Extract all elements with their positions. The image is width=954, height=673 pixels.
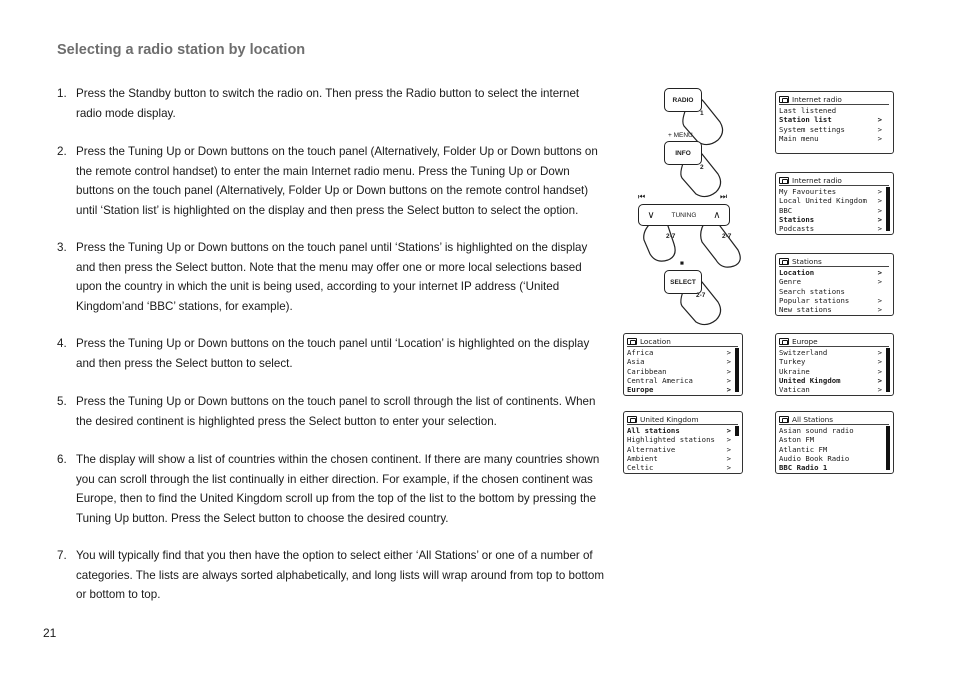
lcd-location	[623, 333, 743, 396]
radio-icon	[779, 177, 789, 184]
tuning-panel	[638, 204, 730, 226]
step-text: Press the Tuning Up or Down buttons on the touch panel until ‘Location’ is highlighted on the display and then press the Select button to select.	[76, 337, 590, 370]
lcd-stations	[775, 253, 894, 316]
chevron-right-icon	[874, 106, 882, 115]
row-label: Asia	[627, 357, 645, 367]
row-label: Vatican	[779, 385, 810, 395]
step-text: The display will show a list of countries within the chosen continent. If there are many countries shown you can scroll through the list continually in either direction. For example, if the chosen continent was Europe, then to find the United Kingdom scroll up from the top of the list to the bottom by pressing the Tuning Up button. Press the Select button to choose the desired country.	[76, 453, 600, 525]
chevron-right-icon: >	[726, 385, 731, 395]
menu-row[interactable]	[627, 463, 738, 472]
row-label: All stations	[627, 426, 680, 435]
chevron-right-icon: >	[877, 205, 882, 215]
screen-title: Internet radio	[792, 94, 842, 104]
chevron-right-icon: >	[877, 214, 882, 224]
step-number: 2.	[57, 145, 67, 158]
step-number: 3.	[57, 241, 67, 254]
row-label: Station list	[779, 115, 832, 125]
chevron-right-icon	[874, 287, 882, 296]
menu-row[interactable]	[779, 445, 889, 454]
menu-row[interactable]	[627, 367, 738, 376]
finger-number: 2-7	[666, 233, 676, 240]
chevron-right-icon	[874, 435, 882, 444]
lcd-europe	[775, 333, 894, 396]
step-number: 7.	[57, 549, 67, 562]
row-label: Switzerland	[779, 348, 828, 357]
radio-icon	[779, 96, 789, 103]
chevron-right-icon: >	[877, 305, 882, 315]
chevron-right-icon: >	[726, 357, 731, 367]
step-number: 4.	[57, 337, 67, 350]
lcd-all-stations	[775, 411, 894, 474]
stop-icon: ■	[680, 260, 684, 267]
row-label: Turkey	[779, 357, 806, 367]
step-text: Press the Tuning Up or Down buttons on the touch panel until ‘Stations’ is highlighted on the display and then press the Select button. Note that the menu may offer one or more local selections based upon the country in which the unit is being used, according to your internet IP address (‘United Kingdom’and ‘BBC’ stations, for example).	[76, 241, 588, 313]
chevron-right-icon: >	[726, 444, 731, 454]
row-label: Africa	[627, 348, 654, 357]
menu-row-selected[interactable]	[779, 268, 889, 277]
menu-row-selected[interactable]	[779, 463, 889, 472]
chevron-right-icon: >	[877, 196, 882, 206]
tuning-down-button[interactable]: ∨	[647, 209, 655, 221]
screen-title: All Stations	[792, 414, 834, 424]
chevron-right-icon: >	[726, 366, 731, 376]
finger-number: 2-7	[696, 292, 706, 299]
chevron-right-icon: >	[877, 277, 882, 287]
info-button[interactable]: INFO	[664, 141, 702, 165]
menu-row-selected[interactable]	[779, 115, 889, 124]
menu-row[interactable]	[779, 454, 889, 463]
chevron-right-icon: >	[877, 133, 882, 143]
lcd-united-kingdom	[623, 411, 743, 474]
menu-row[interactable]	[779, 206, 889, 215]
menu-row-selected[interactable]	[627, 426, 738, 435]
finger-number: 2	[700, 164, 704, 171]
row-label: Highlighted stations	[627, 435, 715, 445]
row-label: Ambient	[627, 453, 658, 463]
chevron-right-icon	[874, 445, 882, 454]
radio-icon	[627, 338, 637, 345]
step-text: You will typically find that you then have the option to select either ‘All Stations’ or one of a number of categories. The lists are always sorted alphabetically, and long lists will wrap around from top to bottom or bottom to top.	[76, 549, 604, 601]
page-number: 21	[43, 626, 57, 640]
chevron-right-icon: >	[877, 187, 882, 196]
row-label: Audio Book Radio	[779, 453, 850, 463]
menu-row[interactable]	[627, 348, 738, 357]
row-label: Genre	[779, 277, 801, 287]
select-button[interactable]: SELECT	[664, 270, 702, 294]
menu-row-selected[interactable]	[779, 215, 889, 224]
row-label: New stations	[779, 305, 832, 315]
row-label: Last listened	[779, 106, 837, 115]
radio-icon	[779, 416, 789, 423]
step-number: 5.	[57, 395, 67, 408]
chevron-right-icon	[874, 426, 882, 435]
menu-row[interactable]	[779, 426, 889, 435]
chevron-right-icon: >	[877, 375, 882, 385]
lcd-internet-radio-list	[775, 172, 894, 235]
row-label: Main menu	[779, 133, 819, 143]
pointing-finger-icon	[701, 219, 741, 267]
menu-row[interactable]	[779, 134, 889, 143]
menu-row[interactable]	[779, 106, 889, 115]
row-label: Ukraine	[779, 366, 810, 376]
scrollbar[interactable]	[735, 426, 739, 436]
row-label: United Kingdom	[779, 375, 841, 385]
row-label: Celtic	[627, 463, 654, 473]
menu-row-selected[interactable]	[779, 376, 889, 385]
row-label: System settings	[779, 124, 845, 134]
screen-title: United Kingdom	[640, 414, 699, 424]
menu-row[interactable]	[779, 357, 889, 366]
skip-forward-icon: ⏭	[720, 192, 728, 201]
chevron-right-icon	[874, 454, 882, 463]
page-heading: Selecting a radio station by location	[57, 42, 306, 58]
menu-row[interactable]	[779, 385, 889, 394]
radio-icon	[779, 258, 789, 265]
finger-number: 1	[700, 110, 704, 117]
radio-button[interactable]: RADIO	[664, 88, 702, 112]
chevron-right-icon: >	[877, 385, 882, 395]
chevron-right-icon: >	[877, 366, 882, 376]
step-text: Press the Tuning Up or Down buttons on the touch panel to scroll through the list of continents. When the desired continent is highlighted press the Select button to enter your selection.	[76, 395, 596, 428]
chevron-right-icon: >	[877, 224, 882, 234]
menu-row[interactable]	[779, 367, 889, 376]
chevron-right-icon: >	[726, 435, 731, 445]
step-text: Press the Standby button to switch the radio on. Then press the Radio button to select the internet radio mode display.	[76, 87, 580, 120]
radio-icon	[779, 338, 789, 345]
menu-row[interactable]	[627, 357, 738, 366]
scrollbar[interactable]	[886, 348, 890, 392]
chevron-right-icon: >	[877, 115, 882, 125]
chevron-right-icon: >	[877, 268, 882, 277]
chevron-right-icon: >	[726, 348, 731, 357]
chevron-right-icon: >	[726, 426, 731, 435]
row-label: Caribbean	[627, 366, 667, 376]
row-label: Stations	[779, 214, 815, 224]
step-number: 6.	[57, 453, 67, 466]
chevron-right-icon: >	[877, 348, 882, 357]
row-label: Europe	[627, 385, 654, 395]
chevron-right-icon: >	[877, 124, 882, 134]
row-label: Location	[779, 268, 815, 277]
row-label: Search stations	[779, 286, 845, 296]
menu-row[interactable]	[779, 125, 889, 134]
chevron-right-icon: >	[877, 357, 882, 367]
menu-row[interactable]	[779, 305, 889, 314]
chevron-right-icon: >	[726, 463, 731, 473]
scrollbar[interactable]	[886, 187, 890, 231]
menu-row[interactable]	[779, 348, 889, 357]
menu-row[interactable]	[779, 277, 889, 286]
menu-row[interactable]	[779, 287, 889, 296]
scrollbar[interactable]	[886, 426, 890, 470]
menu-row[interactable]	[627, 445, 738, 454]
menu-row[interactable]	[627, 376, 738, 385]
screen-title: Europe	[792, 336, 818, 346]
row-label: Podcasts	[779, 224, 815, 234]
menu-label: + MENU	[668, 132, 693, 139]
screen-title: Stations	[792, 256, 822, 266]
row-label: BBC Radio 1	[779, 463, 828, 473]
row-label: My Favourites	[779, 187, 837, 196]
skip-back-icon: ⏮	[638, 192, 646, 201]
row-label: BBC	[779, 205, 793, 215]
menu-row[interactable]	[779, 296, 889, 305]
row-label: Alternative	[627, 444, 676, 454]
row-label: Popular stations	[779, 295, 850, 305]
screen-title: Location	[640, 336, 671, 346]
chevron-right-icon: >	[726, 453, 731, 463]
row-label: Atlantic FM	[779, 444, 828, 454]
lcd-internet-radio-main	[775, 91, 894, 154]
chevron-right-icon: >	[877, 295, 882, 305]
chevron-right-icon: >	[726, 375, 731, 385]
menu-row[interactable]	[779, 224, 889, 233]
row-label: Asian sound radio	[779, 426, 854, 435]
step-number: 1.	[57, 87, 67, 100]
tuning-up-button[interactable]: ∧	[713, 209, 721, 221]
menu-row[interactable]	[627, 454, 738, 463]
chevron-right-icon	[874, 463, 882, 472]
menu-row[interactable]	[779, 435, 889, 444]
screen-title: Internet radio	[792, 175, 842, 185]
tuning-label: TUNING	[671, 211, 697, 219]
menu-row-selected[interactable]	[627, 385, 738, 394]
menu-row[interactable]	[627, 435, 738, 444]
row-label: Central America	[627, 375, 693, 385]
step-text: Press the Tuning Up or Down buttons on the touch panel (Alternatively, Folder Up or Down buttons on the remote control handset) to enter the main Internet radio menu. Press the Tuning Up or Down buttons on the touch panel (Alternatively, Folder Up or Down buttons on the remote control handset) until ‘Station list’ is highlighted on the display and then press the Select button to select the option.	[76, 145, 598, 217]
menu-row[interactable]	[779, 187, 889, 196]
row-label: Aston FM	[779, 435, 815, 445]
finger-number: 2-7	[722, 233, 732, 240]
menu-row[interactable]	[779, 196, 889, 205]
scrollbar[interactable]	[735, 348, 739, 392]
row-label: Local United Kingdom	[779, 196, 867, 206]
radio-icon	[627, 416, 637, 423]
